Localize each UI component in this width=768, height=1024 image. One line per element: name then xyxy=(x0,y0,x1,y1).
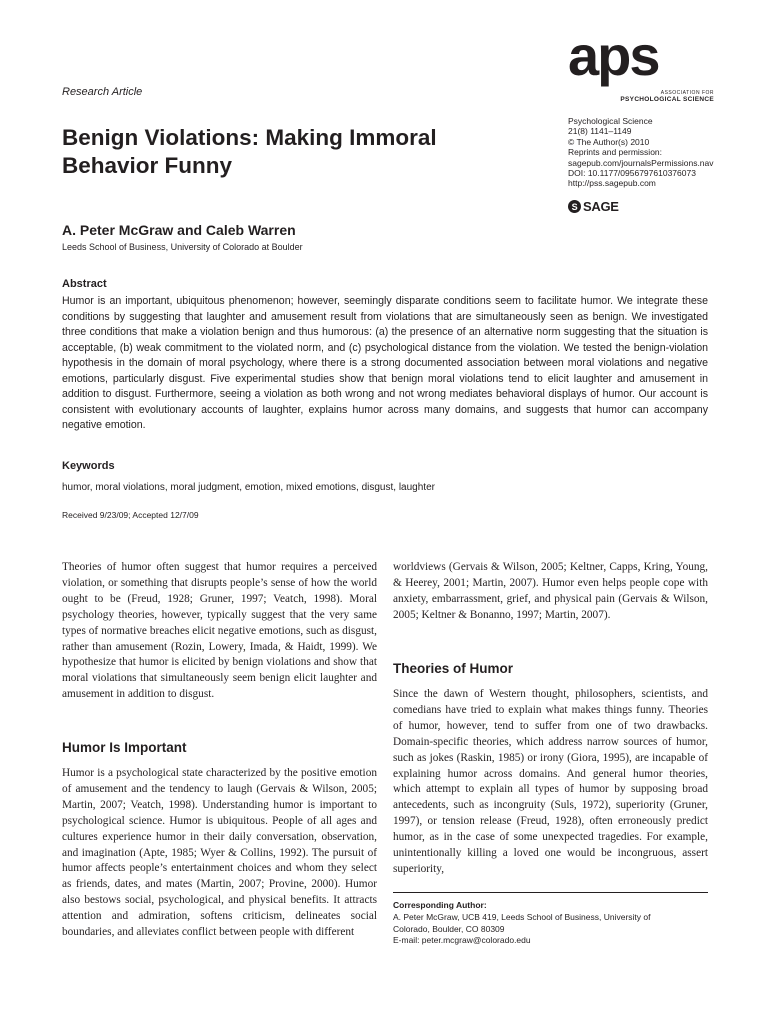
paper-title: Benign Violations: Making Immoral Behavior Funny xyxy=(62,125,437,178)
body-section1-paragraph xyxy=(62,766,377,941)
corresponding-line-1: A. Peter McGraw, UCB 419, Leeds School of Business, University of xyxy=(393,912,651,922)
body-section2-paragraph xyxy=(393,687,708,878)
meta-doi[interactable]: DOI: 10.1177/0956797610376073 xyxy=(568,168,696,179)
sage-logo xyxy=(568,199,619,214)
abstract-heading: Abstract xyxy=(62,278,107,290)
section1-text: Humor is a psychological state characterized by the positive emotion of amusement and the tendency to laugh (Gervais & Wilson, 2005; Martin, 2007; Veatch, 1998). Understanding humor is important to psychological science. Humor is ubiquitous. People of all ages and cultures experience humor in their daily conversation, observation, and imagination (Apte, 1985; Wyer & Collins, 1992). The pursuit of humor affects people’s entertainment choices and whom they select as friends, dates, and mates (Martin, 2007; Provine, 2000). Humor also bestows social, psychological, and physical benefits. It attracts attention and admiration, softens criticism, delineates social boundaries, and alleviates conflict between people with different xyxy=(62,767,377,939)
aps-logo-subtitle-2: PSYCHOLOGICAL SCIENCE xyxy=(620,96,714,103)
sage-logo-text: SAGE xyxy=(583,199,619,214)
affiliation: Leeds School of Business, University of Colorado at Boulder xyxy=(62,242,303,252)
body-intro-paragraph xyxy=(62,560,377,703)
continuation-text: worldviews (Gervais & Wilson, 2005; Keltner, Capps, Kring, Young, & Heerey, 2001; Martin, 2007). Humor even helps people cope with anxiety, embarrassment, grief, and physical pain (Gervais & Wilson, 2005; Keltner & Bonanno, 1997; Martin, 2007). xyxy=(393,561,708,621)
section2-text: Since the dawn of Western thought, philosophers, scientists, and comedians have tried to explain what makes things funny. Theories of humor, however, tend to suffer from one of two drawbacks. Domain-specific theories, which address narrow sources of humor, such as jokes (Raskin, 1985) or irony (Giora, 1995), are incapable of explaining humor across domains. And general humor theories, which attempt to explain all types of humor by supposing broad antecedents, such as incongruity (Suls, 1972), superiority (Gruner, 1997), or tension release (Freud, 1928), often erroneously predict humor, as in the case of some unexpected tragedies. For example, unintentionally killing a loved one would be incongruous, assert superiority, xyxy=(393,688,708,875)
corresponding-author-heading: Corresponding Author: xyxy=(393,900,487,910)
keywords-heading: Keywords xyxy=(62,460,115,472)
section-heading-theories: Theories of Humor xyxy=(393,661,514,676)
corresponding-author-details xyxy=(393,912,708,947)
journal-metadata xyxy=(568,116,738,189)
meta-copyright: © The Author(s) 2010 xyxy=(568,136,650,147)
sage-mark-icon: S xyxy=(568,200,581,213)
intro-text: Theories of humor often suggest that humor requires a perceived violation, or something that disrupts people’s sense of how the world ought to be (Freud, 1928; Gruner, 1997; Veatch, 1998). Moral psychology theories, however, typically suggest that the very same types of normative breaches elicit negative emotions, such as disgust, rather than amusement (Rozin, Lowery, Imada, & Haidt, 1999). We hypothesize that humor is elicited by benign violations and show that moral violations that simultaneously seem benign elicit laughter and amusement in addition to disgust. xyxy=(62,561,377,701)
meta-permissions-link[interactable]: sagepub.com/journalsPermissions.nav xyxy=(568,157,714,168)
article-type: Research Article xyxy=(62,86,143,98)
meta-journal: Psychological Science xyxy=(568,116,653,126)
aps-logo-text: aps xyxy=(568,24,659,87)
body-continuation-paragraph xyxy=(393,560,708,624)
authors: A. Peter McGraw and Caleb Warren xyxy=(62,222,296,238)
aps-logo-subtitle-1: ASSOCIATION FOR xyxy=(660,90,714,96)
keywords-list: humor, moral violations, moral judgment, emotion, mixed emotions, disgust, laughter xyxy=(62,482,435,493)
meta-reprints: Reprints and permission: xyxy=(568,147,663,158)
aps-logo xyxy=(566,24,714,103)
meta-volume: 21(8) 1141–1149 xyxy=(568,126,632,137)
corresponding-email[interactable]: E-mail: peter.mcgraw@colorado.edu xyxy=(393,935,531,945)
received-dates: Received 9/23/09; Accepted 12/7/09 xyxy=(62,510,199,520)
meta-journal-url[interactable]: http://pss.sagepub.com xyxy=(568,178,656,189)
section-heading-humor-important: Humor Is Important xyxy=(62,740,187,755)
footnote-divider xyxy=(393,892,708,893)
corresponding-line-2: Colorado, Boulder, CO 80309 xyxy=(393,923,505,934)
abstract-text: Humor is an important, ubiquitous phenomenon; however, seemingly disparate conditions seem to facilitate humor. We integrate these conditions by suggesting that laughter and amusement result from violations that are simultaneously seen as benign. We investigated three conditions that make a violation benign and thus humorous: (a) the presence of an alternative norm suggesting that the situation is acceptable, (b) weak commitment to the violated norm, and (c) psychological distance from the violation. We tested the benign-violation hypothesis in the domain of moral psychology, where there is a strong documented association between moral violations and negative emotions, particularly disgust. Five experimental studies show that benign moral violations tend to elicit laughter and amusement in addition to disgust. Furthermore, seeing a violation as both wrong and not wrong mediates behavioral displays of humor. Our account is consistent with evolutionary accounts of laughter, explains humor across many domains, and suggests that humor can accompany negative emotion. xyxy=(62,295,708,431)
